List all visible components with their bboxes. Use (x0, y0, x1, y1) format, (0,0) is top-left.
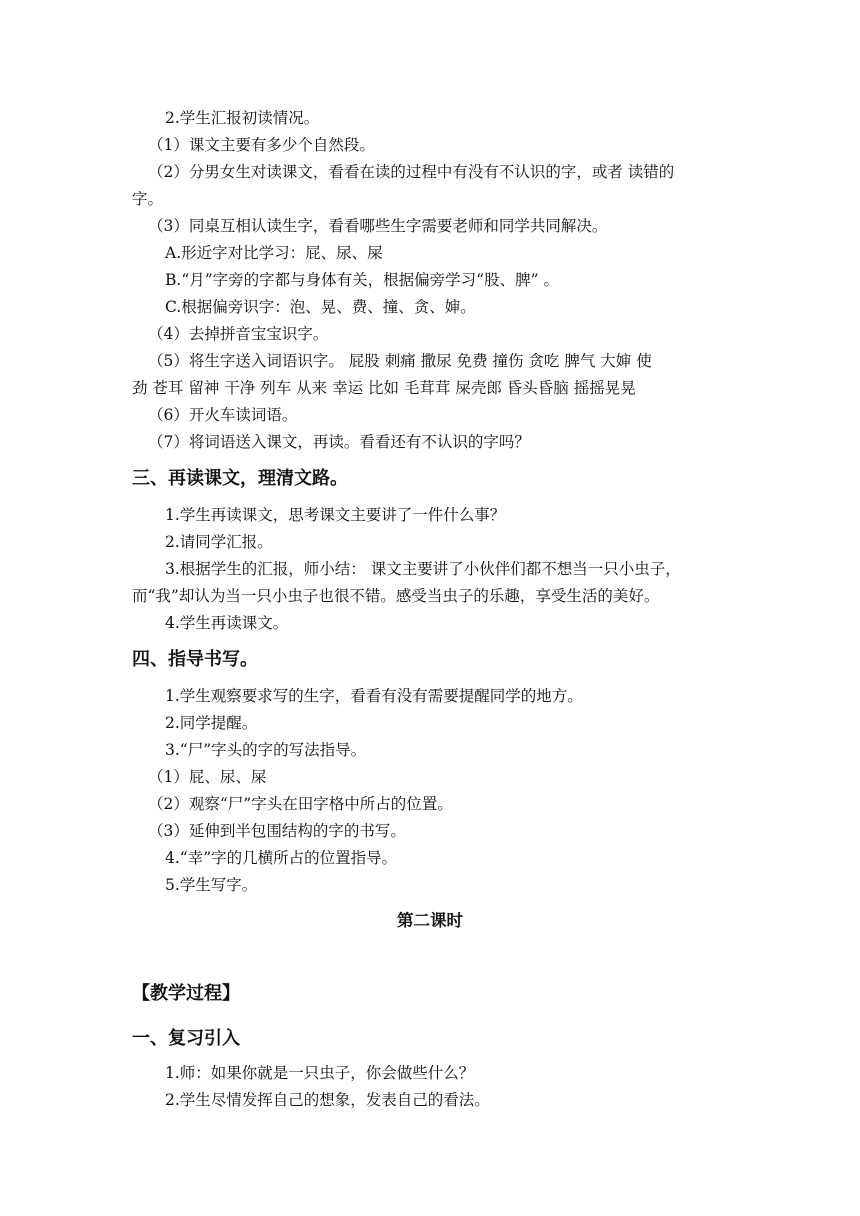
text-line: 1.师：如果你就是一只虫子，你会做些什么？ (165, 1064, 475, 1082)
text-line: （2）观察“尸”字头在田字格中所占的位置。 (148, 795, 453, 813)
text-line: A.形近字对比学习：屁、尿、屎 (165, 244, 383, 262)
section-heading: 四、指导书写。 (132, 649, 258, 670)
text-line: （6）开火车读词语。 (148, 406, 298, 424)
text-line: （3）延伸到半包围结构的字的书写。 (148, 822, 406, 840)
lesson-title: 第二课时 (397, 911, 463, 930)
section-heading: 一、复习引入 (132, 1028, 240, 1049)
text-line: （7）将词语送入课文，再读。看看还有不认识的字吗？ (148, 433, 530, 451)
text-line: （4）去掉拼音宝宝识字。 (148, 325, 329, 343)
text-line: （1）课文主要有多少个自然段。 (148, 136, 375, 154)
text-line: 5.学生写字。 (165, 876, 258, 894)
text-line: 2.学生汇报初读情况。 (165, 109, 320, 127)
text-line: 2.学生尽情发挥自己的想象，发表自己的看法。 (165, 1091, 490, 1109)
text-line: B.“月”字旁的字都与身体有关，根据偏旁学习“股、脾” 。 (165, 271, 559, 289)
text-line: （2）分男女生对读课文，看看在读的过程中有没有不认识的字，或者 读错的 (148, 163, 675, 181)
text-line: 2.同学提醒。 (165, 714, 258, 732)
text-line: 3.“尸”字头的字的写法指导。 (165, 741, 367, 759)
text-line: 2.请同学汇报。 (165, 533, 273, 551)
text-line: 字。 (132, 190, 164, 208)
text-line: （1）屁、尿、屎 (148, 768, 267, 786)
section-heading: 三、再读课文，理清文路。 (132, 468, 348, 489)
text-line: 劲 苍耳 留神 干净 列车 从来 幸运 比如 毛茸茸 屎壳郎 昏头昏脑 摇摇晃晃 (132, 379, 636, 397)
text-line: 3.根据学生的汇报，师小结： 课文主要讲了小伙伴们都不想当一只小虫子， (165, 560, 681, 578)
text-line: 而“我”却认为当一只小虫子也很不错。感受当虫子的乐趣，享受生活的美好。 (132, 587, 660, 605)
text-line: （3）同桌互相认读生字，看看哪些生字需要老师和同学共同解决。 (148, 217, 608, 235)
text-line: 1.学生再读课文，思考课文主要讲了一件什么事？ (165, 506, 506, 524)
text-line: C.根据偏旁识字：泡、晃、费、撞、贪、婶。 (165, 298, 476, 316)
text-line: 4.学生再读课文。 (165, 614, 289, 632)
text-line: 4.“幸”字的几横所占的位置指导。 (165, 849, 398, 867)
text-line: 1.学生观察要求写的生字，看看有没有需要提醒同学的地方。 (165, 687, 583, 705)
process-heading: 【教学过程】 (132, 983, 240, 1004)
text-line: （5）将生字送入词语识字。 屁股 刺痛 撒尿 免费 撞伤 贪吃 脾气 大婶 使 (148, 352, 652, 370)
